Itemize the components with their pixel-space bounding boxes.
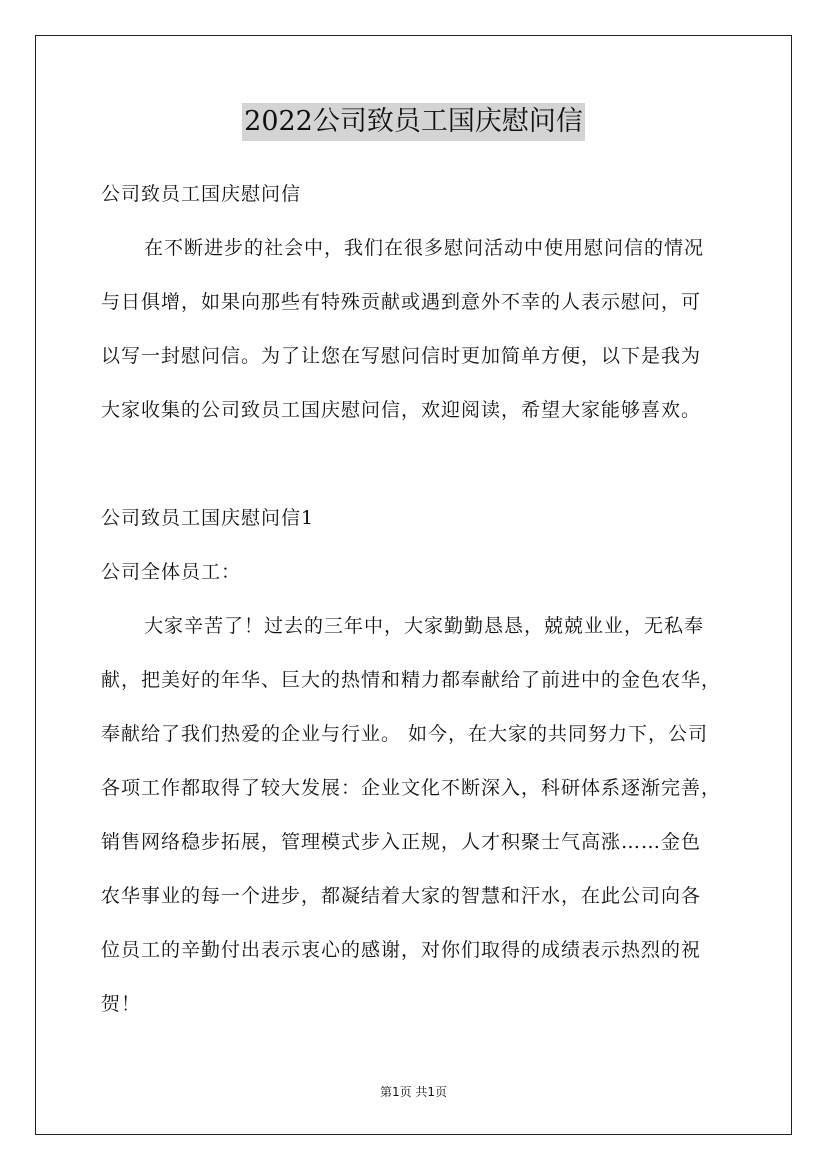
intro-line: 以写一封慰问信。为了让您在写慰问信时更加简单方便，以下是我为 (101, 345, 702, 367)
intro-line: 在不断进步的社会中，我们在很多慰问活动中使用慰问信的情况 (144, 237, 705, 259)
body-line: 大家辛苦了！过去的三年中，大家勤勤恳恳，兢兢业业，无私奉 (144, 615, 705, 637)
body-line: 位员工的辛勤付出表示衷心的感谢，对你们取得的成绩表示热烈的祝 (101, 939, 702, 961)
body-line: 献，把美好的年华、巨大的热情和精力都奉献给了前进中的金色农华， (101, 669, 722, 691)
body-line: 贺！ (101, 993, 142, 1015)
title-container (0, 103, 827, 141)
intro-line: 大家收集的公司致员工国庆慰问信，欢迎阅读，希望大家能够喜欢。 (101, 399, 702, 421)
body-line: 农华事业的每一个进步，都凝结着大家的智慧和汗水，在此公司向各 (101, 885, 702, 907)
salutation: 公司全体员工： (101, 561, 242, 583)
body-line: 各项工作都取得了较大发展：企业文化不断深入，科研体系逐渐完善， (101, 777, 722, 799)
page-footer: 第1页 共1页 (379, 1085, 448, 1099)
document-title: 2022公司致员工国庆慰问信 (242, 103, 585, 141)
intro-line: 与日俱增，如果向那些有特殊贡献或遇到意外不幸的人表示慰问，可 (101, 291, 702, 313)
document-subtitle: 公司致员工国庆慰问信 (101, 183, 302, 205)
body-line: 销售网络稳步拓展，管理模式步入正规，人才积聚士气高涨……金色 (101, 831, 702, 853)
section-heading: 公司致员工国庆慰问信1 (101, 507, 315, 529)
body-line: 奉献给了我们热爱的企业与行业。 如今，在大家的共同努力下，公司 (101, 723, 709, 745)
